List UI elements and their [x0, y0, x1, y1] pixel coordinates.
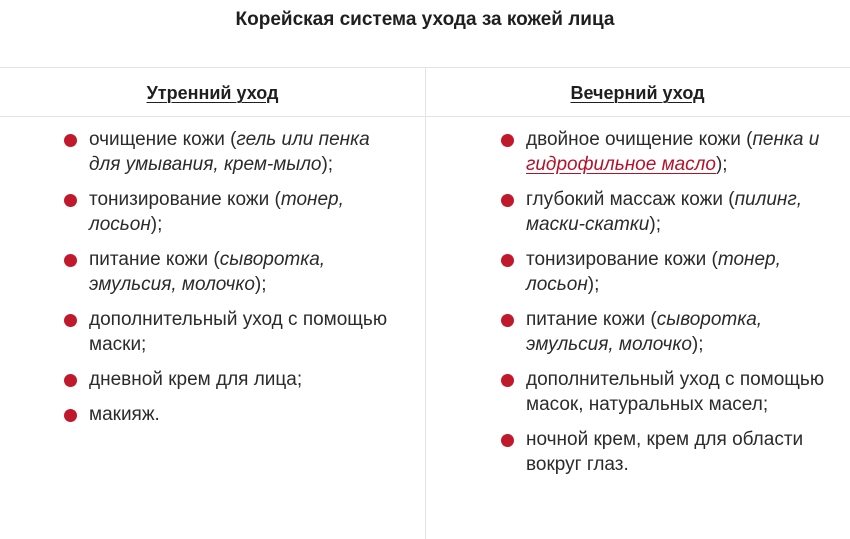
bullet-dot-icon [501, 374, 514, 387]
column-divider [425, 67, 426, 539]
evening-column-heading [425, 80, 850, 106]
bullet-dot-icon [501, 434, 514, 447]
bullet-dot-icon [64, 314, 77, 327]
morning-care-list [89, 127, 389, 437]
list-item: ночной крем, крем для области вокруг глаз. [526, 427, 826, 477]
bullet-dot-icon [64, 374, 77, 387]
bullet-dot-icon [501, 254, 514, 267]
list-item: тонизирование кожи (тонер, лосьон); [89, 187, 389, 237]
bullet-dot-icon [64, 134, 77, 147]
bullet-dot-icon [64, 254, 77, 267]
list-item: питание кожи (сыворотка, эмульсия, молочко); [89, 247, 389, 297]
page-title: Корейская система ухода за кожей лица [235, 9, 615, 30]
list-item: глубокий массаж кожи (пилинг, маски-скатки); [526, 187, 826, 237]
morning-column-heading [0, 80, 425, 106]
list-item: двойное очищение кожи (пенка и гидрофильное масло); [526, 127, 826, 177]
evening-heading-text: Вечерний уход [570, 83, 705, 103]
morning-heading-text: Утренний уход [146, 83, 279, 103]
list-item: питание кожи (сыворотка, эмульсия, молочко); [526, 307, 826, 357]
bullet-dot-icon [64, 194, 77, 207]
list-item: тонизирование кожи (тонер, лосьон); [526, 247, 826, 297]
evening-care-list [526, 127, 826, 487]
bullet-dot-icon [501, 314, 514, 327]
list-item: дневной крем для лица; [89, 367, 389, 392]
bullet-dot-icon [501, 134, 514, 147]
bullet-dot-icon [64, 409, 77, 422]
list-item: очищение кожи (гель или пенка для умывания, крем-мыло); [89, 127, 389, 177]
list-item: дополнительный уход с помощью маски; [89, 307, 389, 357]
list-item: дополнительный уход с помощью масок, натуральных масел; [526, 367, 826, 417]
list-item: макияж. [89, 402, 389, 427]
bullet-dot-icon [501, 194, 514, 207]
hydrophilic-oil-link[interactable]: гидрофильное масло [526, 154, 716, 175]
